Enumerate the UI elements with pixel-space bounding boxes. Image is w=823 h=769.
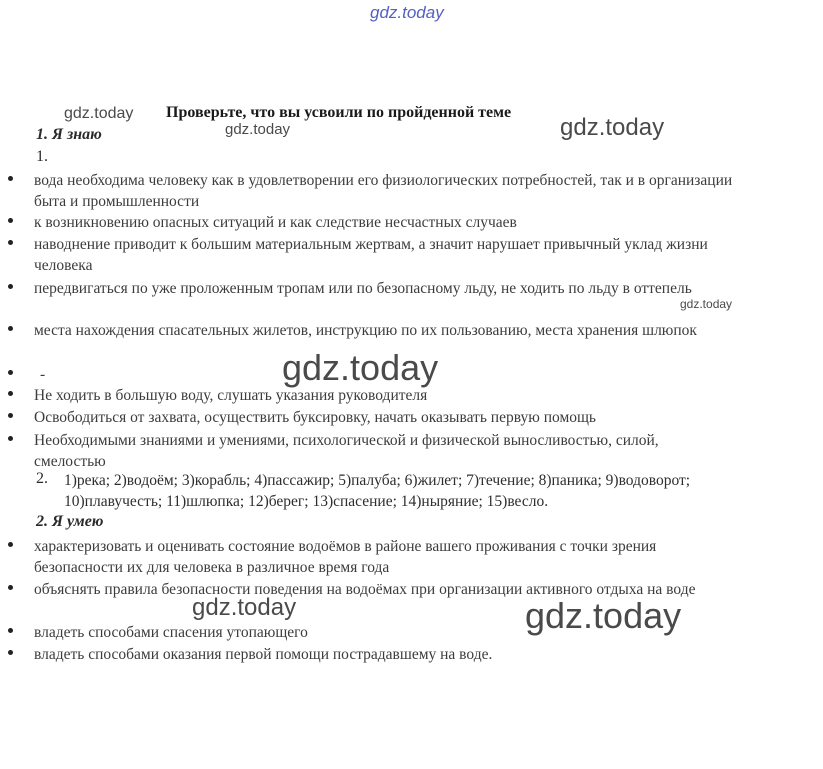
section-heading-know: 1. Я знаю	[36, 126, 102, 143]
list-item-text: -	[40, 366, 46, 383]
section-subnumber: 1.	[36, 148, 48, 165]
watermark-left: gdz.today	[64, 105, 134, 122]
list-item-text: владеть способами спасения утопающего	[34, 624, 308, 641]
answer-number: 2.	[36, 470, 48, 487]
list-item-text: места нахождения спасательных жилетов, инструкцию по их пользованию, места хранения шлюпок	[34, 322, 697, 339]
watermark-top: gdz.today	[370, 3, 444, 22]
bullet-icon	[8, 628, 13, 633]
watermark-small-right: gdz.today	[680, 297, 733, 311]
page-title: Проверьте, что вы усвоили по пройденной теме	[166, 104, 512, 121]
list-item-text: наводнение приводит к большим материальным жертвам, а значит нарушает привычный уклад жизни человека	[34, 236, 708, 274]
bullet-icon	[8, 218, 13, 223]
list-item-text: Не ходить в большую воду, слушать указания руководителя	[34, 387, 428, 404]
list-item-text: Освободиться от захвата, осуществить буксировку, начать оказывать первую помощь	[34, 409, 597, 426]
watermark-bottom-right: gdz.today	[525, 595, 682, 636]
bullet-icon	[8, 436, 13, 441]
answer-words: 1)река; 2)водоём; 3)корабль; 4)пассажир; 5)палуба; 6)жилет; 7)течение; 8)паника; 9)водоворот; 10)плавучесть; 11)шлюпка; 12)берег; 13)спасение; 14)ныряние; 15)весло.	[64, 472, 691, 510]
list-item-text: вода необходима человеку как в удовлетворении его физиологических потребностей, так и в организации быта и промышленности	[34, 172, 733, 210]
list-item-text: передвигаться по уже проложенным тропам или по безопасному льду, не ходить по льду в оттепель	[34, 280, 692, 297]
bullet-icon	[8, 326, 13, 331]
bullet-icon	[8, 585, 13, 590]
bullet-icon	[8, 413, 13, 418]
section-heading-can: 2. Я умею	[36, 513, 104, 530]
bullet-icon	[8, 542, 13, 547]
list-item-text: Необходимыми знаниями и умениями, психологической и физической выносливостью, силой, смелостью	[34, 432, 659, 470]
bullet-icon	[8, 370, 13, 375]
bullet-icon	[8, 284, 13, 289]
bullet-icon	[8, 240, 13, 245]
list-item-text: владеть способами оказания первой помощи пострадавшему на воде.	[34, 646, 493, 663]
answer-text	[36, 470, 756, 512]
watermark-bottom-left: gdz.today	[192, 594, 297, 621]
bullet-icon	[8, 176, 13, 181]
bullet-icon	[8, 650, 13, 655]
list-item-text: характеризовать и оценивать состояние водоёмов в районе вашего проживания с точки зрения безопасности их для человека в различное время года	[34, 538, 657, 576]
list-item-text: к возникновению опасных ситуаций и как следствие несчастных случаев	[34, 214, 517, 231]
list-item-text: объяснять правила безопасности поведения на водоёмах при организации активного отдыха на воде	[34, 581, 696, 598]
watermark-left-2: gdz.today	[225, 121, 291, 138]
watermark-center: gdz.today	[282, 347, 439, 388]
watermark-right: gdz.today	[560, 114, 665, 141]
bullet-icon	[8, 391, 13, 396]
